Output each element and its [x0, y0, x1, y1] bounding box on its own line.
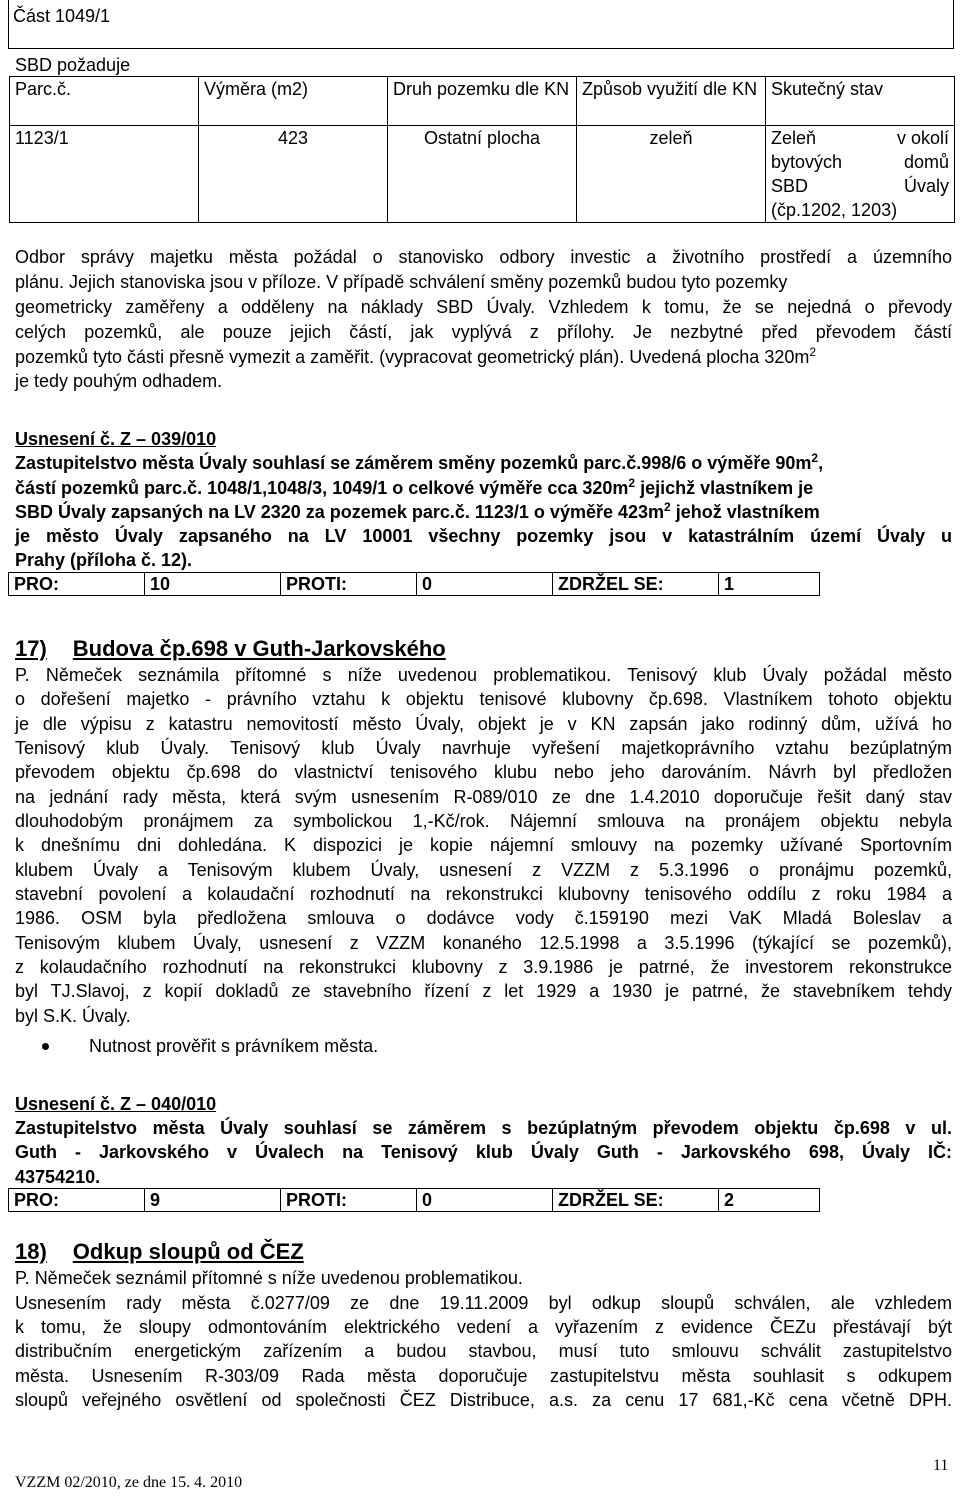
cell-usage: zeleň [577, 126, 766, 223]
section-number: 18) [15, 1239, 47, 1264]
header-usage: Způsob využití dle KN [577, 77, 766, 126]
para1-text: pozemků tyto části přesně vymezit a zaměřit. (vypracovat geometrický plán). Uvedená plocha 320m [15, 347, 810, 367]
resolution-line [15, 476, 813, 500]
header-parcel-number: Parc.č. [10, 77, 199, 126]
header-actual-state: Skutečný stav [766, 77, 955, 126]
body-line: na jednání rady města, která svým usnesením R-089/010 ze dne 1.4.2010 doporučuje řešit daný stav [15, 787, 952, 807]
body-line: distribučním energetickým zařízením a budou stavbou, musí tuto smlouvu schválit zastupitelstvo [15, 1341, 952, 1361]
res-text: , [818, 453, 824, 473]
parcel-table [9, 76, 955, 223]
body-line: stavební povolení a kolaudační rozhodnutí na rekonstrukci klubovny tenisového oddílu z roku 1984 a [15, 884, 952, 904]
state-word: bytových [771, 152, 843, 172]
sbd-requirement-label: SBD požaduje [15, 55, 131, 75]
body-line: P. Němeček seznámil přítomné s níže uvedenou problematikou. [15, 1268, 523, 1288]
cell-actual-state [766, 126, 955, 223]
page-number: 11 [933, 1457, 949, 1474]
para1-line: je tedy pouhým odhadem. [15, 371, 223, 391]
vote-abstain-label: ZDRŽEL SE: [553, 573, 719, 596]
resolution-line: Prahy (příloha č. 12). [15, 550, 193, 570]
para1-line: celých pozemků, ale pouze jejich částí, jak vyplývá z přílohy. Je nezbytné před převodem částí [15, 322, 952, 342]
res-text: jejichž vlastníkem je [635, 478, 814, 498]
section-heading [15, 636, 446, 662]
resolution-line [15, 451, 823, 475]
vote-abstain-value: 2 [719, 1189, 820, 1212]
cell-area: 423 [199, 126, 388, 223]
body-line: o dořešení majetko - právního vztahu k objektu tenisové klubovny čp.698. Vlastníkem tohoto objektu [15, 689, 952, 709]
cell-parcel-number: 1123/1 [10, 126, 199, 223]
body-line: byl TJ.Slavoj, z kopií dokladů ze stavebního řízení z let 1929 a 1930 je patrné, že stavebníkem tehdy [15, 981, 952, 1001]
body-line: Tenisovým klubem Úvaly, usnesení z VZZM konaného 12.5.1998 a 3.5.1996 (týkající se pozemků), [15, 933, 952, 953]
state-word: Úvaly [903, 176, 949, 196]
body-line: dlouhodobým pronájmem za symbolickou 1,-Kč/rok. Nájemní smlouva na pronájem objektu nebyla [15, 811, 952, 831]
resolution-line [15, 500, 820, 524]
superscript: 2 [811, 451, 819, 465]
parcel-table-header [10, 77, 955, 126]
res-text: jehož vlastníkem [670, 502, 820, 522]
section-title: Odkup sloupů od ČEZ [72, 1239, 304, 1264]
superscript: 2 [628, 476, 636, 490]
vote-abstain-value: 1 [719, 573, 820, 596]
vote-against-label: PROTI: [281, 573, 417, 596]
vote-for-value: 9 [145, 1189, 281, 1212]
state-word: domů [903, 152, 949, 172]
body-line: byl S.K. Úvaly. [15, 1006, 131, 1026]
resolution-line: 43754210. [15, 1167, 101, 1187]
body-line: 1986. OSM byla předložena smlouva o dodávce vody č.159190 mezi VaK Mladá Boleslav a [15, 908, 952, 928]
body-line: převodem objektu čp.698 do vlastnictví tenisového klubu nebo jeho darováním. Návrh byl předložen [15, 762, 952, 782]
vote-table [8, 1188, 820, 1212]
para1-line: plánu. Jejich stanoviska jsou v příloze. V případě schválení směny pozemků budou tyto pozemky [15, 272, 788, 292]
state-word: Zeleň [771, 128, 817, 148]
bullet-item: Nutnost prověřit s právníkem města. [89, 1036, 379, 1056]
body-line: P. Němeček seznámila přítomné s níže uvedenou problematikou. Tenisový klub Úvaly požádal město [15, 665, 952, 685]
body-line: je dle výpisu z katastru nemovitostí město Úvaly, objekt je v KN zapsán jako rodinný dům, užívá ho [15, 714, 952, 734]
resolution-title: Usnesení č. Z – 040/010 [15, 1094, 217, 1114]
vote-for-label: PRO: [9, 573, 145, 596]
resolution-title: Usnesení č. Z – 039/010 [15, 429, 217, 449]
resolution-line: Guth - Jarkovského v Úvalech na Tenisový klub Úvaly Guth - Jarkovského 698, Úvaly IČ: [15, 1142, 952, 1162]
vote-against-label: PROTI: [281, 1189, 417, 1212]
header-land-type: Druh pozemku dle KN [388, 77, 577, 126]
state-word: v okolí [896, 128, 949, 148]
bullet-icon [42, 1043, 49, 1050]
res-text: částí pozemků parc.č. 1048/1,1048/3, 1049/1 o celkové výměře cca 320m [15, 478, 629, 498]
para1-line: Odbor správy majetku města požádal o stanovisko odbory investic a životního prostředí a územního [15, 247, 952, 267]
vote-abstain-label: ZDRŽEL SE: [553, 1189, 719, 1212]
resolution-line: je město Úvaly zapsaného na LV 10001 všechny pozemky jsou v katastrálním území Úvaly u [15, 526, 952, 546]
footer-text: VZZM 02/2010, ze dne 15. 4. 2010 [15, 1474, 243, 1491]
section-number: 17) [15, 636, 47, 661]
vote-for-label: PRO: [9, 1189, 145, 1212]
part-parcel-label: Část 1049/1 [13, 6, 111, 26]
vote-row [9, 1189, 820, 1212]
superscript: 2 [664, 500, 671, 514]
state-word: (čp.1202, 1203) [771, 200, 898, 220]
resolution-line: Zastupitelstvo města Úvaly souhlasí se záměrem s bezúplatným převodem objektu čp.698 v ul. [15, 1118, 952, 1138]
vote-row [9, 573, 820, 596]
header-area: Výměra (m2) [199, 77, 388, 126]
body-line: klubem Úvaly a Tenisovým klubem Úvaly, usnesení z VZZM z 5.3.1996 o pronájmu pozemků, [15, 860, 952, 880]
body-line: z kolaudačního rozhodnutí na rekonstrukci klubovny z 3.9.1986 je patrné, že investorem rekonstrukce [15, 957, 952, 977]
res-text: Zastupitelstvo města Úvaly souhlasí se záměrem směny pozemků parc.č.998/6 o výměře 90m [15, 453, 812, 473]
top-section-box [8, 0, 954, 49]
cell-land-type: Ostatní plocha [388, 126, 577, 223]
vote-table [8, 572, 820, 596]
body-line: Tenisový klub Úvaly. Tenisový klub Úvaly navrhuje vyřešení majetkoprávního vztahu bezúplatným [15, 738, 952, 758]
table-row [10, 126, 955, 223]
para1-line [15, 345, 816, 369]
body-line: sloupů veřejného osvětlení od společnosti ČEZ Distribuce, a.s. za cenu 17 681,-Kč cena včetně DPH. [15, 1390, 952, 1410]
section-heading [15, 1239, 304, 1265]
vote-against-value: 0 [417, 1189, 553, 1212]
vote-for-value: 10 [145, 573, 281, 596]
superscript: 2 [809, 345, 817, 359]
para1-line: geometricky zaměřeny a odděleny na náklady SBD Úvaly. Vzhledem k tomu, že se nejedná o převody [15, 297, 952, 317]
section-title: Budova čp.698 v Guth-Jarkovského [72, 636, 446, 661]
res-text: SBD Úvaly zapsaných na LV 2320 za pozemek parc.č. 1123/1 o výměře 423m [15, 502, 665, 522]
body-line: Usnesením rady města č.0277/09 ze dne 19.11.2009 byl odkup sloupů schválen, ale vzhledem [15, 1293, 952, 1313]
body-line: města. Usnesením R-303/09 Rada města doporučuje zastupitelstvu města souhlasit s odkupem [15, 1366, 952, 1386]
vote-against-value: 0 [417, 573, 553, 596]
body-line: k dnešnímu dni dohledána. K dispozici je kopie nájemní smlouvy na pozemky užívané Sportovním [15, 835, 952, 855]
state-word: SBD [771, 176, 809, 196]
body-line: k tomu, že sloupy odmontováním elektrického vedení a vyřazením z evidence ČEZu přestávají být [15, 1317, 952, 1337]
